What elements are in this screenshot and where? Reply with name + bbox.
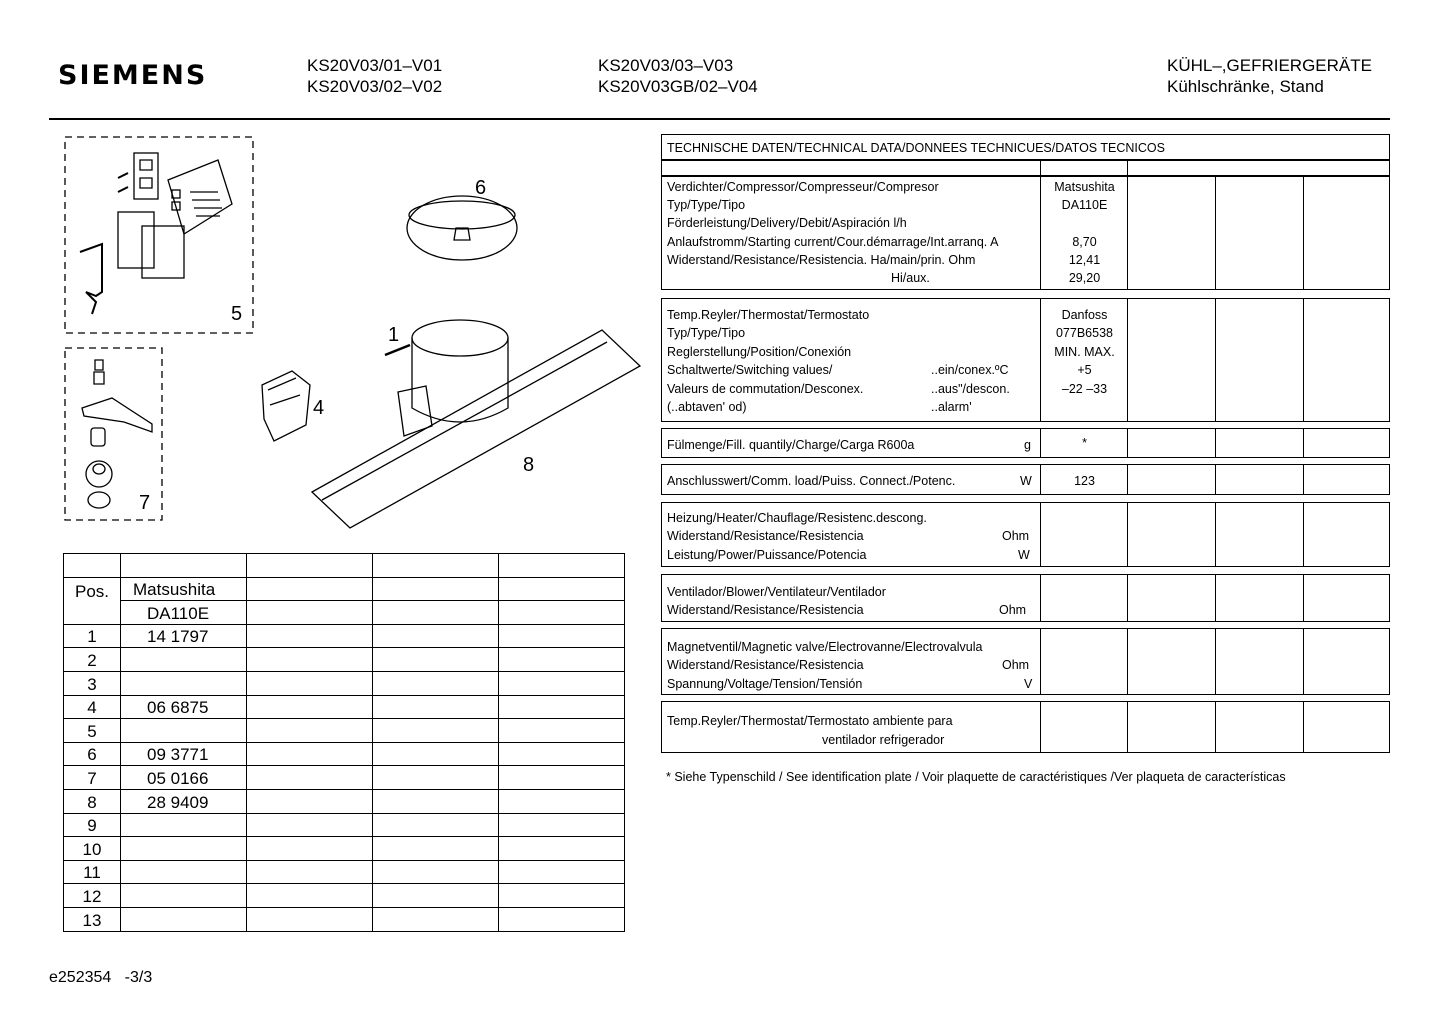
tech-title: TECHNISCHE DATEN/TECHNICAL DATA/DONNEES TECHNICUES/DATOS TECNICOS <box>667 141 1165 155</box>
pos-header: Pos. <box>64 577 121 624</box>
table-row: 8 28 9409 <box>64 789 625 813</box>
table-row: 9 <box>64 813 625 837</box>
table-row: 7 05 0166 <box>64 766 625 790</box>
table-row <box>64 577 625 601</box>
model-header: DA110E <box>121 601 247 625</box>
table-row: 1 14 1797 <box>64 624 625 648</box>
parts-table <box>63 553 625 932</box>
base-plate-icon <box>312 330 640 528</box>
compressor-section: Verdichter/Compressor/Compresseur/Compresor Typ/Type/Tipo Förderleistung/Delivery/Debit/Aspiración l/h Anlaufstromm/Starting current/Cour.démarrage/Int.arranq. A Widerstand/Resistance/Resistencia. Ha/main/prin. Ohm Hi/aux. Matsushita DA110E 8,70 12,41 29,20 <box>661 176 1390 290</box>
subcategory: Kühlschränke, Stand <box>1167 77 1324 96</box>
table-row: 2 <box>64 648 625 672</box>
footnote: * Siehe Typenschild / See identification plate / Voir plaquette de caractéristiques /Ver plaqueta de características <box>666 770 1286 784</box>
starter-relay-icon <box>262 371 310 441</box>
callout-4: 4 <box>313 397 325 419</box>
tech-header-spacer <box>661 160 1390 176</box>
callout-6: 6 <box>475 177 487 199</box>
callout-1: 1 <box>388 324 400 346</box>
table-row: 12 <box>64 884 625 908</box>
exploded-parts-diagram <box>0 0 660 540</box>
heater-section: Heizung/Heater/Chauflage/Resistenc.descong. Widerstand/Resistance/Resistencia Ohm Leistung/Power/Puissance/Potencia W <box>661 502 1390 567</box>
model-number: KS20V03/02–V02 <box>307 77 443 96</box>
brand-logo: SIEMENS <box>58 60 208 91</box>
table-row <box>64 554 625 578</box>
callout-5: 5 <box>231 303 243 325</box>
table-row: 3 <box>64 671 625 695</box>
group-5-box <box>65 137 253 333</box>
washer-icon <box>88 492 110 508</box>
category-heading <box>1167 55 1372 97</box>
model-number: KS20V03GB/02–V04 <box>598 77 758 96</box>
model-number: KS20V03/01–V01 <box>307 56 443 75</box>
table-row: 5 <box>64 719 625 743</box>
magnetic-valve-section: Magnetventil/Magnetic valve/Electrovanne/Electrovalvula Widerstand/Resistance/Resistencia Ohm Spannung/Voltage/Tension/Tensión V <box>661 628 1390 695</box>
screw-icon <box>94 360 104 384</box>
relay-icon <box>118 212 154 268</box>
callout-8: 8 <box>523 454 535 476</box>
cover-icon <box>168 160 232 234</box>
compressor-icon <box>412 320 508 356</box>
ambient-thermostat-section: Temp.Reyler/Thermostat/Termostato ambiente para ventilador refrigerador <box>661 701 1390 753</box>
model-number: KS20V03/03–V03 <box>598 56 734 75</box>
tech-title-box <box>661 134 1390 160</box>
bracket-icon <box>82 398 152 432</box>
table-row: 11 <box>64 860 625 884</box>
refrigerant-charge-section: Fülmenge/Fill. quantily/Charge/Carga R600a g * <box>661 428 1390 458</box>
callout-7: 7 <box>139 492 151 514</box>
thermostat-section: Temp.Reyler/Thermostat/Termostato Typ/Type/Tipo Reglerstellung/Position/Conexión Schaltwerte/Switching values/ ..ein/conex.ºC Valeurs de commutation/Desconex. ..aus"/descon. (..abtaven' od) ..alarm' Danfoss 077B6538 MIN. MAX. +5 –22 –33 <box>661 298 1390 422</box>
blower-section: Ventilador/Blower/Ventilateur/Ventilador Widerstand/Resistance/Resistencia Ohm <box>661 574 1390 622</box>
category: KÜHL–,GEFRIERGERÄTE <box>1167 56 1372 75</box>
sleeve-icon <box>91 428 105 446</box>
brand-header: Matsushita <box>121 577 247 601</box>
clip-icon <box>80 244 102 314</box>
table-row: 13 <box>64 907 625 931</box>
document-code: e252354 -3/3 <box>49 969 153 986</box>
table-row: 6 09 3771 <box>64 742 625 766</box>
table-row <box>64 601 625 625</box>
table-row: 4 06 6875 <box>64 695 625 719</box>
connected-load-section: Anschlusswert/Comm. load/Puiss. Connect./Potenc. W 123 <box>661 464 1390 495</box>
table-row: 10 <box>64 837 625 861</box>
